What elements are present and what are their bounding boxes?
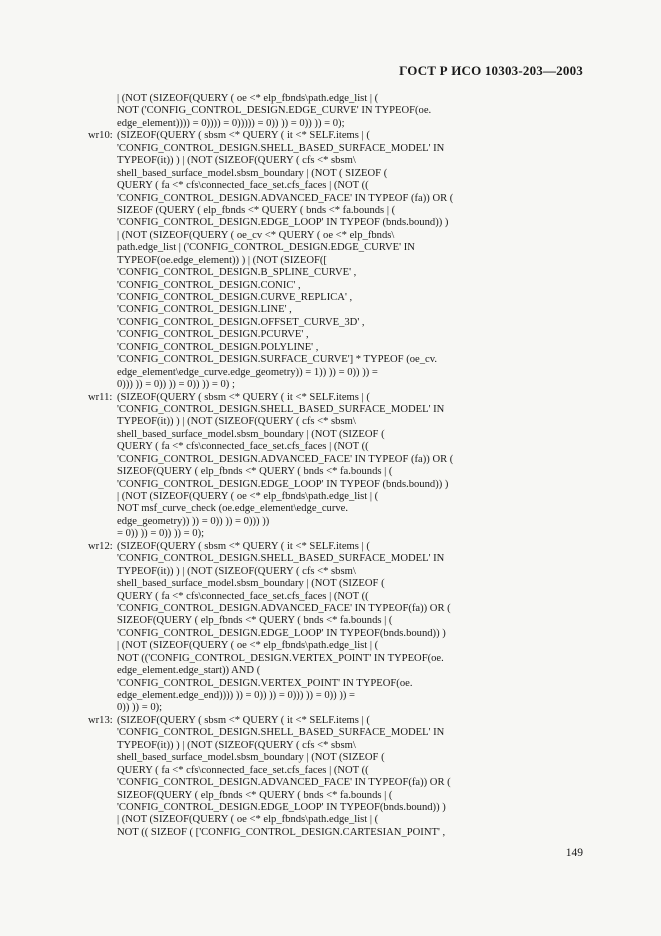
code-text: 'CONFIG_CONTROL_DESIGN.EDGE_LOOP' IN TYPEOF(bnds.bound)) ) (117, 801, 446, 813)
code-line (0, 752, 661, 764)
code-line (0, 827, 661, 839)
code-text: 'CONFIG_CONTROL_DESIGN.EDGE_LOOP' IN TYPEOF(bnds.bound)) ) (117, 627, 446, 639)
code-line (0, 702, 661, 714)
code-text: SIZEOF(QUERY ( elp_fbnds <* QUERY ( bnds <* fa.bounds | ( (117, 789, 393, 801)
code-line (0, 777, 661, 789)
code-text: TYPEOF(oe.edge_element)) ) | (NOT (SIZEOF([ (117, 254, 327, 266)
code-text: edge_element.edge_start)) AND ( (117, 665, 261, 677)
code-line (0, 566, 661, 578)
code-text: SIZEOF(QUERY ( elp_fbnds <* QUERY ( bnds <* fa.bounds | ( (117, 615, 393, 627)
code-text: TYPEOF(it)) ) | (NOT (SIZEOF(QUERY ( cfs <* sbsm\ (117, 565, 356, 577)
code-line (0, 392, 661, 404)
code-text: TYPEOF(it)) ) | (NOT (SIZEOF(QUERY ( cfs <* sbsm\ (117, 739, 356, 751)
code-line (0, 802, 661, 814)
code-line (0, 814, 661, 826)
rule-label: wr12: (88, 540, 113, 552)
code-line (0, 491, 661, 503)
code-line (0, 230, 661, 242)
rule-label: wr13: (88, 714, 113, 726)
code-line (0, 603, 661, 615)
page-number: 149 (565, 847, 583, 859)
rule-label: wr11: (88, 391, 113, 403)
code-line (0, 379, 661, 391)
code-line (0, 715, 661, 727)
code-text: | (NOT (SIZEOF(QUERY ( oe <* elp_fbnds\path.edge_list | ( (117, 814, 379, 826)
code-text: (SIZEOF(QUERY ( sbsm <* QUERY ( it <* SELF.items | ( (117, 540, 370, 552)
code-line (0, 168, 661, 180)
code-text: TYPEOF(it)) ) | (NOT (SIZEOF(QUERY ( cfs <* sbsm\ (117, 155, 356, 167)
code-text: NOT msf_curve_check (oe.edge_element\edge_curve. (117, 503, 348, 515)
code-line (0, 329, 661, 341)
code-line (0, 541, 661, 553)
code-line (0, 678, 661, 690)
code-line (0, 790, 661, 802)
code-line (0, 105, 661, 117)
code-text: edge_geometry)) )) = 0)) )) = 0))) )) (117, 515, 270, 527)
code-text: SIZEOF (QUERY ( elp_fbnds <* QUERY ( bnds <* fa.bounds | ( (117, 204, 396, 216)
code-line (0, 267, 661, 279)
express-code-block (0, 93, 661, 839)
code-text: 'CONFIG_CONTROL_DESIGN.PCURVE' , (117, 329, 309, 341)
code-text: 'CONFIG_CONTROL_DESIGN.POLYLINE' , (117, 341, 319, 353)
code-line (0, 528, 661, 540)
code-line (0, 242, 661, 254)
code-line (0, 354, 661, 366)
code-text: 'CONFIG_CONTROL_DESIGN.EDGE_LOOP' IN TYPEOF (bnds.bound)) ) (117, 478, 449, 490)
code-line (0, 578, 661, 590)
code-line (0, 180, 661, 192)
code-line (0, 217, 661, 229)
code-text: path.edge_list | ('CONFIG_CONTROL_DESIGN.EDGE_CURVE' IN (117, 242, 415, 254)
code-text: 'CONFIG_CONTROL_DESIGN.SHELL_BASED_SURFACE_MODEL' IN (117, 403, 445, 415)
code-line (0, 304, 661, 316)
code-text: QUERY ( fa <* cfs\connected_face_set.cfs_faces | (NOT (( (117, 441, 369, 453)
code-text: shell_based_surface_model.sbsm_boundary | (NOT (SIZEOF ( (117, 428, 385, 440)
code-text: 'CONFIG_CONTROL_DESIGN.ADVANCED_FACE' IN TYPEOF (fa)) OR ( (117, 453, 454, 465)
code-line (0, 665, 661, 677)
code-text: NOT (('CONFIG_CONTROL_DESIGN.VERTEX_POINT' IN TYPEOF(oe. (117, 652, 444, 664)
code-text: edge_element)))) = 0)))) = 0))))) = 0)) )) = 0)) )) = 0); (117, 117, 345, 129)
code-text: shell_based_surface_model.sbsm_boundary | (NOT ( SIZEOF ( (117, 167, 388, 179)
code-line (0, 193, 661, 205)
code-text: QUERY ( fa <* cfs\connected_face_set.cfs_faces | (NOT (( (117, 590, 369, 602)
code-text: 'CONFIG_CONTROL_DESIGN.SHELL_BASED_SURFACE_MODEL' IN (117, 727, 445, 739)
code-text: 'CONFIG_CONTROL_DESIGN.B_SPLINE_CURVE' , (117, 267, 357, 279)
code-line (0, 503, 661, 515)
code-text: | (NOT (SIZEOF(QUERY ( oe <* elp_fbnds\path.edge_list | ( (117, 491, 379, 502)
code-line (0, 690, 661, 702)
code-text: 0))) )) = 0)) )) = 0)) )) = 0) ; (117, 379, 235, 391)
code-text: (SIZEOF(QUERY ( sbsm <* QUERY ( it <* SELF.items | ( (117, 130, 370, 142)
code-text: shell_based_surface_model.sbsm_boundary | (NOT (SIZEOF ( (117, 578, 385, 590)
code-line (0, 367, 661, 379)
code-line (0, 454, 661, 466)
code-text: | (NOT (SIZEOF(QUERY ( oe_cv <* QUERY ( oe <* elp_fbnds\ (117, 229, 395, 241)
code-text: NOT ('CONFIG_CONTROL_DESIGN.EDGE_CURVE' IN TYPEOF(oe. (117, 105, 432, 117)
code-text: NOT (( SIZEOF ( ['CONFIG_CONTROL_DESIGN.CARTESIAN_POINT' , (117, 826, 446, 838)
code-line (0, 143, 661, 155)
code-line (0, 516, 661, 528)
code-text: 'CONFIG_CONTROL_DESIGN.ADVANCED_FACE' IN TYPEOF (fa)) OR ( (117, 192, 454, 204)
code-line (0, 466, 661, 478)
code-line (0, 155, 661, 167)
code-line (0, 280, 661, 292)
code-text: | (NOT (SIZEOF(QUERY ( oe <* elp_fbnds\path.edge_list | ( (117, 93, 379, 104)
code-line (0, 205, 661, 217)
standard-header: ГОСТ Р ИСО 10303-203—2003 (399, 63, 583, 78)
code-line (0, 591, 661, 603)
code-text: 'CONFIG_CONTROL_DESIGN.EDGE_LOOP' IN TYPEOF (bnds.bound)) ) (117, 217, 449, 229)
code-line (0, 317, 661, 329)
code-text: edge_element\edge_curve.edge_geometry)) = 1)) )) = 0)) )) = (117, 366, 378, 378)
code-line (0, 479, 661, 491)
code-line (0, 765, 661, 777)
code-text: (SIZEOF(QUERY ( sbsm <* QUERY ( it <* SELF.items | ( (117, 391, 370, 403)
code-line (0, 441, 661, 453)
code-text: 'CONFIG_CONTROL_DESIGN.SHELL_BASED_SURFACE_MODEL' IN (117, 142, 445, 154)
code-line (0, 429, 661, 441)
rule-label: wr10: (88, 130, 113, 142)
code-text: 'CONFIG_CONTROL_DESIGN.ADVANCED_FACE' IN TYPEOF(fa)) OR ( (117, 602, 451, 614)
code-text: 'CONFIG_CONTROL_DESIGN.SHELL_BASED_SURFACE_MODEL' IN (117, 553, 445, 565)
code-text: (SIZEOF(QUERY ( sbsm <* QUERY ( it <* SELF.items | ( (117, 714, 370, 726)
code-text: 'CONFIG_CONTROL_DESIGN.CURVE_REPLICA' , (117, 292, 353, 303)
code-line (0, 640, 661, 652)
code-text: 'CONFIG_CONTROL_DESIGN.LINE' , (117, 304, 292, 316)
code-line (0, 93, 661, 105)
code-line (0, 416, 661, 428)
code-text: QUERY ( fa <* cfs\connected_face_set.cfs_faces | (NOT (( (117, 180, 369, 192)
code-line (0, 404, 661, 416)
code-line (0, 727, 661, 739)
code-line (0, 553, 661, 565)
code-text: = 0)) )) = 0)) )) = 0); (117, 528, 205, 540)
code-line (0, 130, 661, 142)
code-line (0, 255, 661, 267)
code-line (0, 615, 661, 627)
code-text: 0)) )) = 0); (117, 702, 163, 714)
code-line (0, 740, 661, 752)
code-text: TYPEOF(it)) ) | (NOT (SIZEOF(QUERY ( cfs <* sbsm\ (117, 416, 356, 428)
code-line (0, 342, 661, 354)
code-text: 'CONFIG_CONTROL_DESIGN.SURFACE_CURVE'] * TYPEOF (oe_cv. (117, 354, 438, 366)
code-line (0, 118, 661, 130)
code-text: 'CONFIG_CONTROL_DESIGN.CONIC' , (117, 279, 301, 291)
code-text: edge_element.edge_end)))) )) = 0)) )) = 0))) )) = 0)) )) = (117, 690, 356, 701)
code-line (0, 292, 661, 304)
code-text: QUERY ( fa <* cfs\connected_face_set.cfs_faces | (NOT (( (117, 764, 369, 776)
code-text: 'CONFIG_CONTROL_DESIGN.ADVANCED_FACE' IN TYPEOF(fa)) OR ( (117, 777, 451, 789)
code-text: shell_based_surface_model.sbsm_boundary | (NOT (SIZEOF ( (117, 752, 385, 764)
code-text: | (NOT (SIZEOF(QUERY ( oe <* elp_fbnds\path.edge_list | ( (117, 640, 379, 652)
code-line (0, 628, 661, 640)
code-text: SIZEOF(QUERY ( elp_fbnds <* QUERY ( bnds <* fa.bounds | ( (117, 466, 393, 478)
code-line (0, 653, 661, 665)
code-text: 'CONFIG_CONTROL_DESIGN.OFFSET_CURVE_3D' , (117, 316, 365, 328)
code-text: 'CONFIG_CONTROL_DESIGN.VERTEX_POINT' IN TYPEOF(oe. (117, 677, 413, 689)
